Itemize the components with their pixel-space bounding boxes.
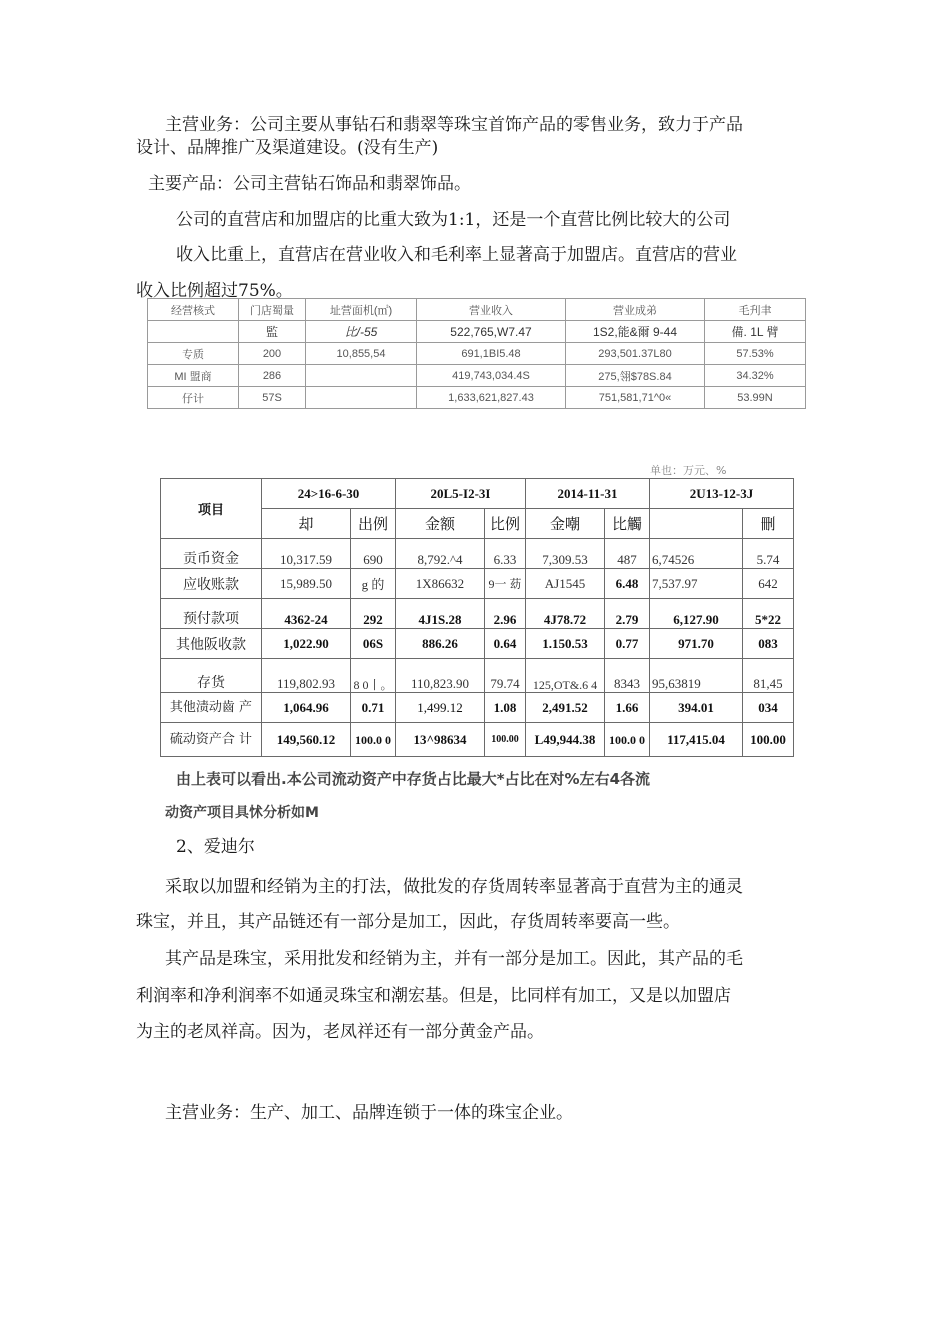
table-row [161, 659, 794, 693]
table-cell: 95,63819 [650, 659, 743, 693]
row-label: 预付款项 [161, 599, 262, 629]
table-cell: 专质 [148, 343, 239, 365]
table-cell [306, 365, 417, 387]
subheader-cell: 金额 [396, 509, 485, 539]
subheader-cell: 金嘲 [526, 509, 605, 539]
table-cell: 6.48 [605, 569, 650, 599]
table-cell: 53.99N [705, 387, 806, 409]
subheader-cell [650, 509, 743, 539]
table-cell: 10,855,54 [306, 343, 417, 365]
table-cell: 083 [743, 629, 794, 659]
table-cell: 1S2,能&爾 9-44 [566, 321, 705, 343]
table-header-cell: 经营核式 [148, 299, 239, 321]
table-cell: 8,792.^4 [396, 539, 485, 569]
table-cell: 292 [351, 599, 396, 629]
table-cell: 1,064.96 [262, 693, 351, 723]
paragraph-product-line1: 其产品是珠宝，采用批发和经销为主，并有一部分是加工。因此，其产品的毛 [165, 949, 743, 969]
date-header: 24>16-6-30 [262, 479, 396, 509]
table-cell: 971.70 [650, 629, 743, 659]
table-cell [148, 321, 239, 343]
table-cell: 0.64 [485, 629, 526, 659]
table-header-cell: 毛刋聿 [705, 299, 806, 321]
row-label: 贡币资金 [161, 539, 262, 569]
table-cell: 886.26 [396, 629, 485, 659]
table-row [161, 599, 794, 629]
table-cell: 110,823.90 [396, 659, 485, 693]
table-cell: 293,501.37L80 [566, 343, 705, 365]
table-row [161, 693, 794, 723]
table-row [161, 629, 794, 659]
table-row [148, 321, 806, 343]
table-row [148, 387, 806, 409]
table-cell: 5.74 [743, 539, 794, 569]
table-cell: 642 [743, 569, 794, 599]
paragraph-main-business-line2: 设计、品牌推广及渠道建设。(没有生产) [136, 138, 439, 158]
row-label: 其他渍动齒 产 [161, 693, 262, 723]
paragraph-store-ratio: 公司的直营店和加盟店的比重大致为1:1，还是一个直营比例比较大的公司 [176, 210, 731, 230]
row-label: 存货 [161, 659, 262, 693]
table-cell: 4J1S.28 [396, 599, 485, 629]
table-cell: 275,翎$78S.84 [566, 365, 705, 387]
table-cell: 2.96 [485, 599, 526, 629]
table-cell: 34.32% [705, 365, 806, 387]
table-cell: 4362-24 [262, 599, 351, 629]
table-cell: 100.0 0 [351, 723, 396, 757]
table-cell: 1.08 [485, 693, 526, 723]
table-cell: 13^98634 [396, 723, 485, 757]
table-header-cell: 营业成弟 [566, 299, 705, 321]
table-cell: 15,989.50 [262, 569, 351, 599]
date-header: 2U13-12-3J [650, 479, 794, 509]
table-cell: 6.33 [485, 539, 526, 569]
table-header-cell: 营业收入 [417, 299, 566, 321]
table-cell: 仔计 [148, 387, 239, 409]
table-cell: 5*22 [743, 599, 794, 629]
date-header: 2014-11-31 [526, 479, 650, 509]
analysis-line1: 由上表可以看出.本公司流动资产中存货占比最大*占比在对%左右4各流 [176, 770, 651, 788]
table-cell: 117,415.04 [650, 723, 743, 757]
table-cell: 149,560.12 [262, 723, 351, 757]
table-cell: 備. 1L 臂 [705, 321, 806, 343]
paragraph-strategy-line1: 采取以加盟和经销为主的打法，做批发的存货周转率显著高于直营为主的通灵 [165, 877, 743, 897]
subheader-cell: 却 [262, 509, 351, 539]
table-cell: 0.77 [605, 629, 650, 659]
table-cell: 487 [605, 539, 650, 569]
table-cell: 比/-55 [306, 321, 417, 343]
table-header-cell: 址营面机(㎡) [306, 299, 417, 321]
table-cell: 419,743,034.4S [417, 365, 566, 387]
row-label: 其他阪收款 [161, 629, 262, 659]
table-cell: 100.00 [743, 723, 794, 757]
paragraph-main-business-line1: 主营业务：公司主要从事钻石和翡翠等珠宝首饰产品的零售业务，致力于产品 [165, 115, 743, 135]
table-cell: 1,022.90 [262, 629, 351, 659]
table-cell: 06S [351, 629, 396, 659]
paragraph-product-line2: 利润率和净利润率不如通灵珠宝和潮宏基。但是，比同样有加工，又是以加盟店 [136, 986, 731, 1006]
table-row [148, 343, 806, 365]
subheader-cell: 比觸 [605, 509, 650, 539]
table-row [161, 539, 794, 569]
table-cell: 2.79 [605, 599, 650, 629]
table-cell: 1X86632 [396, 569, 485, 599]
table-cell: 9一 苭 [485, 569, 526, 599]
table-cell: 522,765,W7.47 [417, 321, 566, 343]
table-cell: 100.0 0 [605, 723, 650, 757]
table-cell: 119,802.93 [262, 659, 351, 693]
table-cell: g 的 [351, 569, 396, 599]
store-performance-table [147, 298, 806, 409]
paragraph-main-products: 主要产品：公司主营钻石饰品和翡翠饰品。 [148, 174, 471, 194]
table-row [161, 569, 794, 599]
table-cell: 751,581,71^0« [566, 387, 705, 409]
table-cell: 1.150.53 [526, 629, 605, 659]
table-cell: 6,74526 [650, 539, 743, 569]
table-header-cell: 门店蜀量 [239, 299, 306, 321]
table-cell: 125,OT&.6 4 [526, 659, 605, 693]
table-cell: L49,944.38 [526, 723, 605, 757]
table-cell: 1.66 [605, 693, 650, 723]
row-label: 硫动资产合 计 [161, 723, 262, 757]
table-cell: 200 [239, 343, 306, 365]
table-header-row [161, 479, 794, 509]
table-cell: 57.53% [705, 343, 806, 365]
table-cell: 79.74 [485, 659, 526, 693]
table-cell: 7,309.53 [526, 539, 605, 569]
table-cell: 81,45 [743, 659, 794, 693]
table-cell: 7,537.97 [650, 569, 743, 599]
table-cell: 691,1BI5.48 [417, 343, 566, 365]
table-cell: 100.00 [485, 723, 526, 757]
paragraph-product-line3: 为主的老凤祥高。因为，老凤祥还有一部分黄金产品。 [136, 1022, 544, 1042]
unit-note: 单也：万元、% [650, 464, 727, 477]
paragraph-strategy-line2: 珠宝，并且，其产品链还有一部分是加工，因此，存货周转率要高一些。 [136, 912, 680, 932]
table-cell: 286 [239, 365, 306, 387]
date-header: 20L5-I2-3I [396, 479, 526, 509]
subheader-cell: 出例 [351, 509, 396, 539]
table-cell: 監 [239, 321, 306, 343]
table-cell: 8343 [605, 659, 650, 693]
table-cell: 4J78.72 [526, 599, 605, 629]
paragraph-revenue-line2: 收入比例超过75%。 [136, 281, 293, 301]
section-heading: 2、爱迪尔 [176, 837, 255, 857]
table-cell: 0.71 [351, 693, 396, 723]
paragraph-main-business-2: 主营业务：生产、加工、品牌连锁于一体的珠宝企业。 [165, 1103, 573, 1123]
table-cell: 2,491.52 [526, 693, 605, 723]
table-header-row [148, 299, 806, 321]
current-assets-table [160, 478, 794, 757]
paragraph-revenue-line1: 收入比重上，直营店在营业收入和毛利率上显著高于加盟店。直营店的营业 [176, 245, 737, 265]
table-cell [306, 387, 417, 409]
table-cell: 57S [239, 387, 306, 409]
subheader-cell: 刪 [743, 509, 794, 539]
analysis-line2: 动资产项目具怵分析如M [165, 805, 319, 821]
table-row [148, 365, 806, 387]
table-cell: 034 [743, 693, 794, 723]
table-cell: 10,317.59 [262, 539, 351, 569]
table-cell: 8 0丨。 [351, 659, 396, 693]
table-row [161, 723, 794, 757]
table-cell: 394.01 [650, 693, 743, 723]
table-cell: AJ1545 [526, 569, 605, 599]
table-cell: MI 盟商 [148, 365, 239, 387]
table-cell: 6,127.90 [650, 599, 743, 629]
table-cell: 1,633,621,827.43 [417, 387, 566, 409]
item-header: 项目 [161, 479, 262, 539]
row-label: 应收账款 [161, 569, 262, 599]
subheader-cell: 比例 [485, 509, 526, 539]
table-cell: 1,499.12 [396, 693, 485, 723]
table-cell: 690 [351, 539, 396, 569]
